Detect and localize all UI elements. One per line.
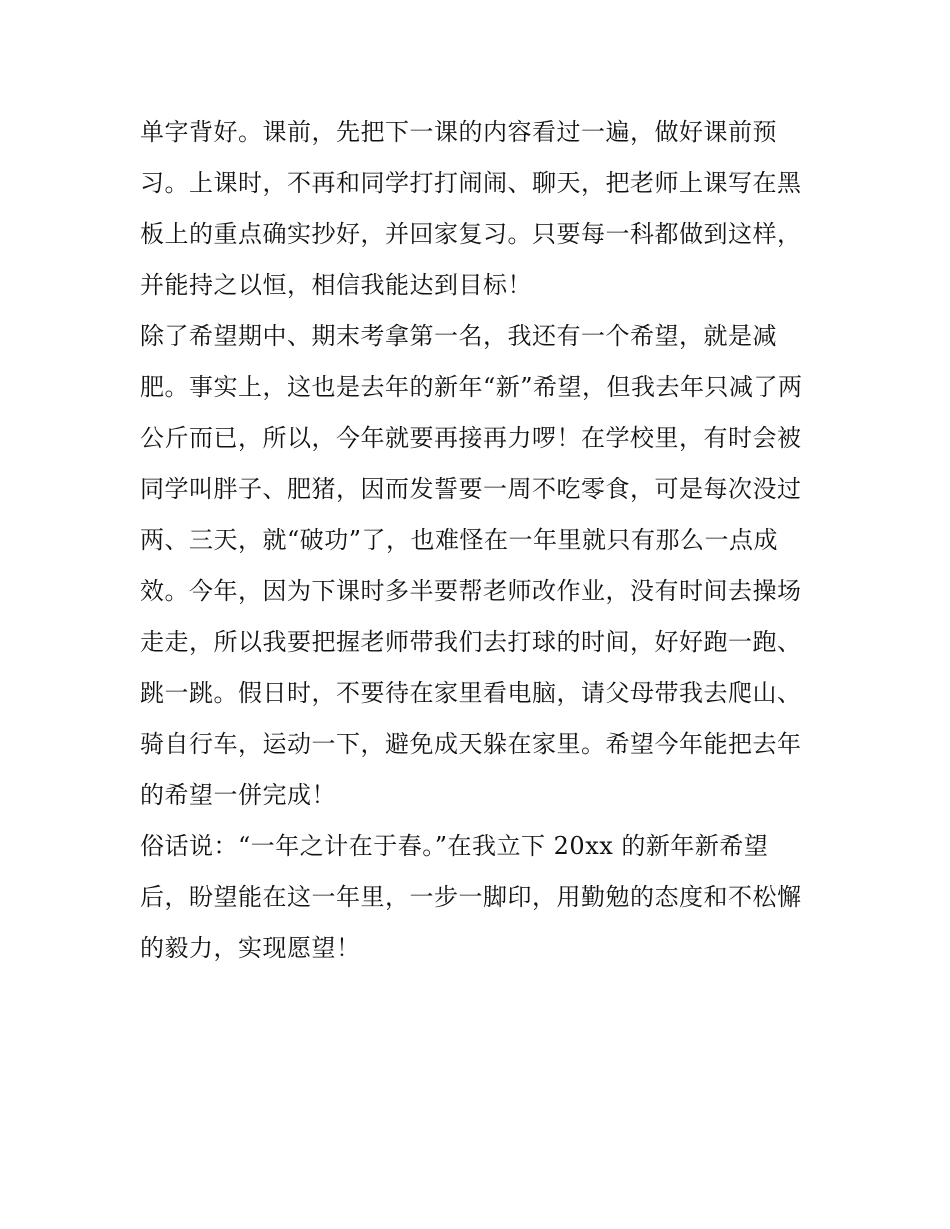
text-line: 并能持之以恒，相信我能达到目标！	[140, 271, 532, 299]
text-line: 后，盼望能在这一年里，一步一脚印，用勤勉的态度和不松懈	[140, 883, 802, 911]
text-line: 单字背好。课前，先把下一课的内容看过一遍，做好课前预	[140, 118, 777, 146]
text-line: 板上的重点确实抄好，并回家复习。只要每一科都做到这样，	[140, 220, 802, 248]
document-body	[140, 107, 820, 974]
text-line: 肥。事实上，这也是去年的新年“新”希望，但我去年只减了两	[140, 373, 803, 401]
text-line: 走走，所以我要把握老师带我们去打球的时间，好好跑一跑、	[140, 628, 802, 656]
text-line: 两、三天，就“破功”了，也难怪在一年里就只有那么一点成	[140, 526, 779, 554]
text-line: 的希望一併完成！	[140, 781, 336, 809]
text-line: 习。上课时，不再和同学打打闹闹、聊天，把老师上课写在黑	[140, 169, 802, 197]
text-line: 的毅力，实现愿望！	[140, 934, 361, 962]
text-line: 同学叫胖子、肥猪，因而发誓要一周不吃零食，可是每次没过	[140, 475, 802, 503]
text-line: 俗话说：“一年之计在于春。”在我立下 20xx 的新年新希望	[140, 832, 769, 860]
text-line: 公斤而已，所以，今年就要再接再力啰！在学校里，有时会被	[140, 424, 802, 452]
text-line: 效。今年，因为下课时多半要帮老师改作业，没有时间去操场	[140, 577, 802, 605]
text-line: 除了希望期中、期末考拿第一名，我还有一个希望，就是减	[140, 322, 777, 350]
text-line: 骑自行车，运动一下，避免成天躲在家里。希望今年能把去年	[140, 730, 802, 758]
text-line: 跳一跳。假日时，不要待在家里看电脑，请父母带我去爬山、	[140, 679, 802, 707]
